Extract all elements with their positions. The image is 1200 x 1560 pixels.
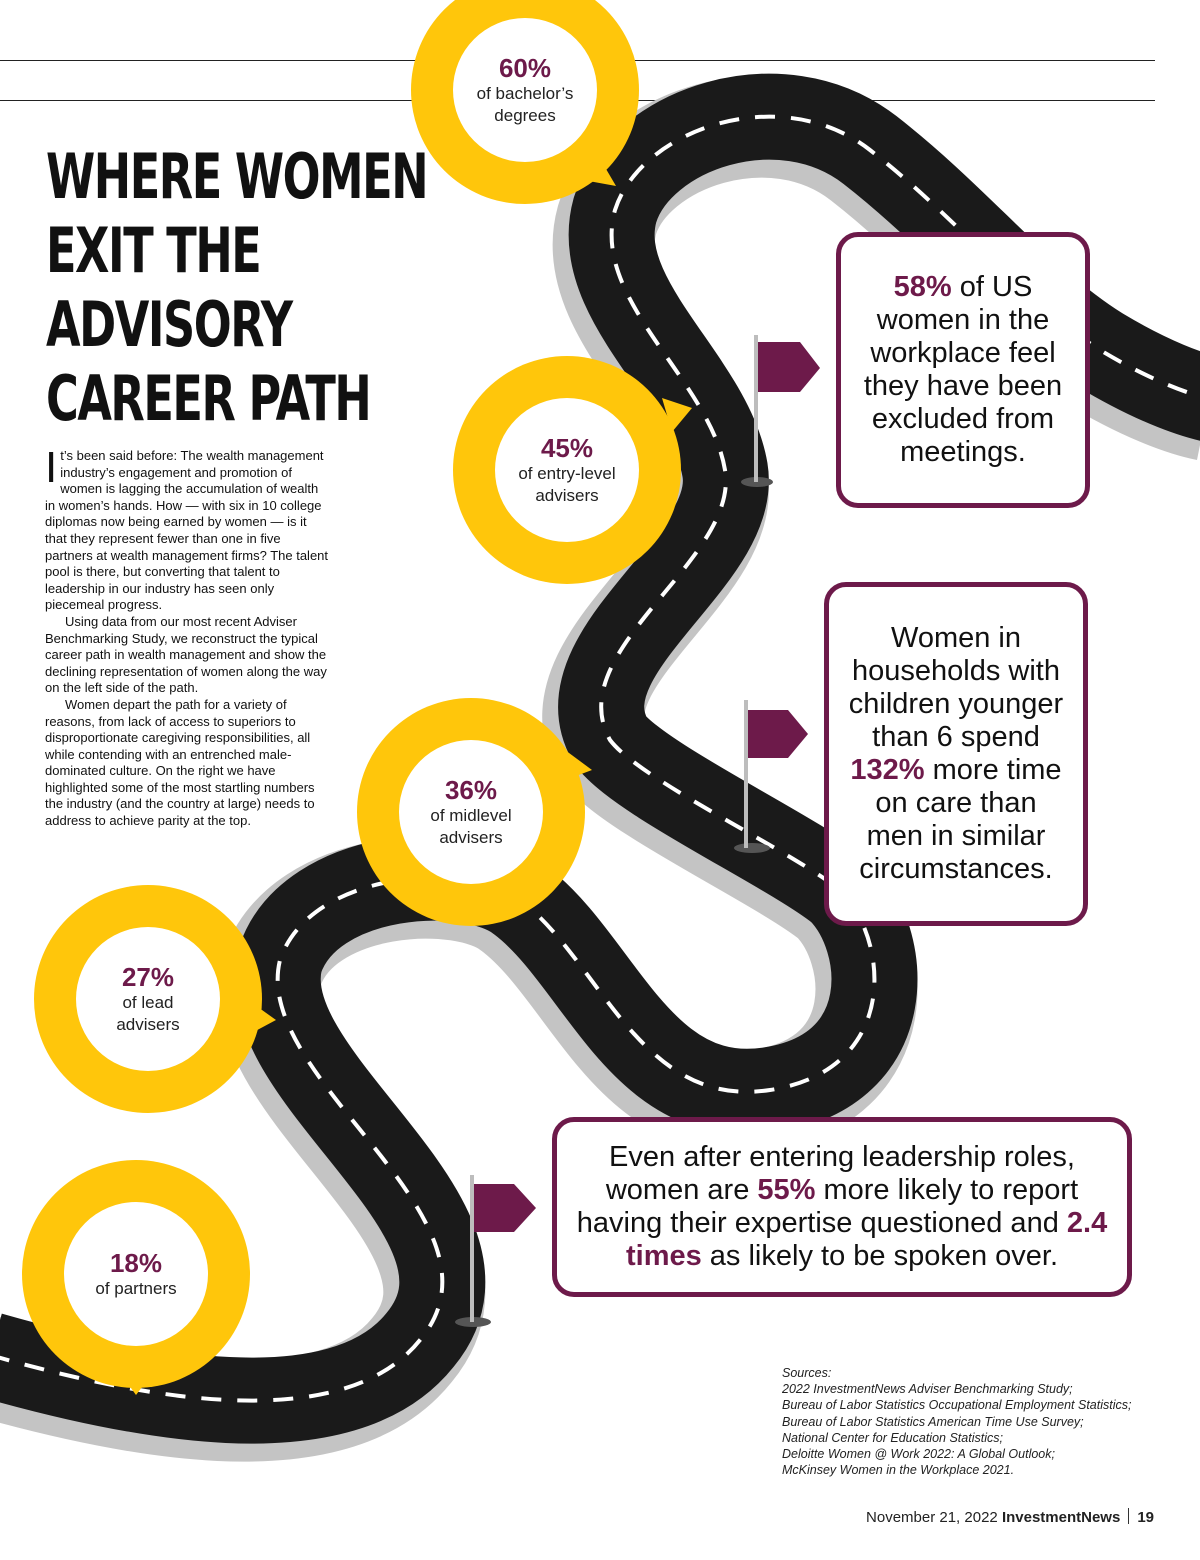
stage-percent: 36%: [444, 775, 498, 805]
stage-label: advisers: [116, 1015, 180, 1034]
page-number: 19: [1137, 1509, 1154, 1526]
stage-percent: 45%: [540, 433, 594, 463]
stage-label: degrees: [494, 106, 556, 125]
source-item: National Center for Education Statistics;: [782, 1430, 1003, 1445]
callout-leadership: [552, 1117, 1132, 1297]
callout-text: as likely to be spoken over.: [701, 1240, 1059, 1272]
stage-percent: 27%: [121, 962, 175, 992]
callout-highlight: 55%: [757, 1174, 816, 1206]
stage-lead-circle: [34, 885, 262, 1113]
stage-label: of partners: [95, 1279, 177, 1298]
stage-midlevel-circle: [357, 698, 585, 926]
callout-text: Even after entering leadership roles, women are: [605, 1141, 1075, 1206]
intro-paragraph: Using data from our most recent Adviser Benchmarking Study, we reconstruct the typical career path in wealth management and show the declining representation of women along the way on the left side of the path.: [45, 613, 327, 696]
source-item: McKinsey Women in the Workplace 2021.: [782, 1463, 1015, 1478]
publication-name: InvestmentNews: [1001, 1509, 1121, 1526]
sources: [782, 1365, 1131, 1478]
intro-text: [45, 443, 330, 830]
dropcap: I: [45, 443, 58, 492]
callout-text: Women in households with children younger than 6 spend: [848, 622, 1064, 753]
title-line: CAREER PATH: [46, 362, 371, 435]
page-title: [46, 140, 428, 436]
callout-care: [824, 582, 1088, 926]
intro-paragraph: Women depart the path for a variety of reasons, from lack of access to superiors to disproportionate caregiving responsibilities, all while contending with an entrenched male-dominated culture. On the right we have highlighted some of the most startling numbers the industry (and the country at large) needs to address to achieve parity at the top.: [45, 696, 315, 829]
stage-label: of lead: [122, 993, 174, 1012]
callout-highlight: 58%: [893, 271, 952, 303]
callout-text: more time on care than men in similar circumstances.: [859, 754, 1062, 885]
stage-label: advisers: [439, 828, 503, 847]
callout-text: more likely to report having their expertise questioned and: [576, 1174, 1079, 1239]
stage-entry-level-circle: [453, 356, 681, 584]
stage-label: of bachelor’s: [476, 84, 574, 103]
issue-date: November 21, 2022: [866, 1509, 998, 1526]
stage-partners-circle: [22, 1160, 250, 1388]
title-line: ADVISORY: [46, 288, 292, 361]
stage-percent: 18%: [109, 1248, 163, 1278]
intro-paragraph-text: t’s been said before: The wealth management industry’s engagement and promotion of women is lagging the accumulation of wealth in women’s hands. How — with six in 10 college diplomas now being earned by women — is it that they represent fewer than one in five partners at wealth management firms? The talent pool is there, but converting that talent to leadership in our industry has seen only piecemeal progress.: [45, 448, 329, 613]
sources-heading: Sources:: [782, 1366, 832, 1380]
stage-label: of midlevel: [430, 806, 512, 825]
source-item: Bureau of Labor Statistics Occupational Employment Statistics;: [782, 1398, 1132, 1413]
callout-text: of US women in the workplace feel they have been excluded from meetings.: [863, 271, 1063, 468]
stage-label: advisers: [535, 486, 599, 505]
title-line: WHERE WOMEN: [46, 140, 428, 213]
callout-highlight: 132%: [850, 754, 925, 786]
page-footer: [866, 1508, 1154, 1526]
title-line: EXIT THE: [46, 214, 261, 287]
intro-paragraph: [45, 443, 330, 614]
source-item: 2022 InvestmentNews Adviser Benchmarking Study;: [782, 1382, 1073, 1397]
callout-highlight: 2.4 times: [625, 1207, 1108, 1272]
source-item: Bureau of Labor Statistics American Time Use Survey;: [782, 1414, 1084, 1429]
footer-divider: [1128, 1508, 1129, 1524]
source-item: Deloitte Women @ Work 2022: A Global Outlook;: [782, 1447, 1055, 1462]
callout-meetings: [836, 232, 1090, 508]
stage-label: of entry-level: [518, 464, 616, 483]
stage-percent: 60%: [498, 53, 552, 83]
